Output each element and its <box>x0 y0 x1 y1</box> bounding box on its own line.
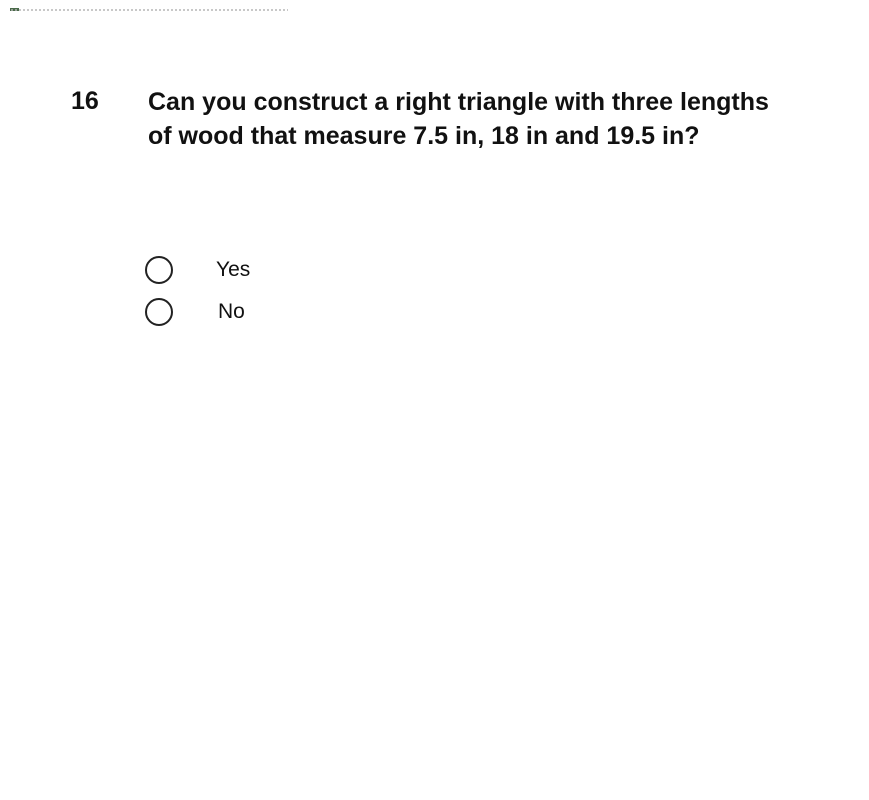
radio-no-icon[interactable] <box>145 298 173 326</box>
option-no[interactable] <box>145 296 245 328</box>
radio-yes-icon[interactable] <box>145 256 173 284</box>
header-dots <box>10 9 288 11</box>
option-yes-label: Yes <box>216 258 251 281</box>
question-text: Can you construct a right triangle with three lengths of wood that measure 7.5 in, 18 in and 19.5 in? <box>148 88 769 150</box>
question-number: 16 <box>71 87 99 115</box>
option-no-label: No <box>218 300 245 323</box>
header-dotted-strip <box>10 6 288 12</box>
option-yes[interactable] <box>145 254 250 286</box>
